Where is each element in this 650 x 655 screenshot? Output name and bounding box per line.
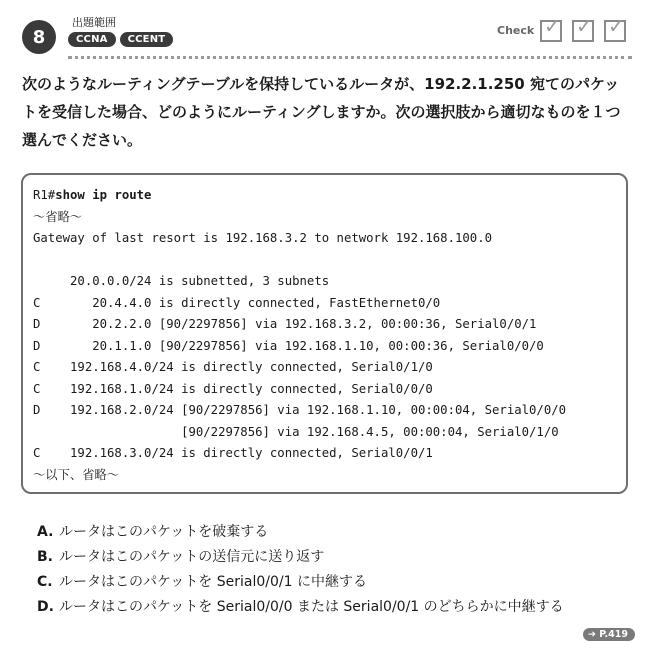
question-number-badge: 8 bbox=[22, 20, 56, 54]
code-line: D 20.2.2.0 [90/2297856] via 192.168.3.2, 00:00:36, Serial0/0/1 bbox=[33, 317, 537, 331]
checkmark-icon: ✓ bbox=[576, 14, 593, 38]
check-label: Check bbox=[497, 24, 535, 37]
choice-d[interactable] bbox=[37, 595, 637, 620]
routing-table-box bbox=[21, 173, 628, 494]
code-line: D 20.1.1.0 [90/2297856] via 192.168.1.10, 00:00:36, Serial0/0/0 bbox=[33, 338, 544, 353]
question-text: 次のようなルーティングテーブルを保持しているルータが、192.2.1.250 宛てのパケットを受信した場合、どのようにルーティングしますか。次の選択肢から適切なものを１つ選んでください。 bbox=[22, 75, 621, 149]
page-reference[interactable] bbox=[583, 628, 635, 641]
dotted-divider bbox=[68, 56, 632, 59]
choice-text: ルータはこのパケットの送信元に送り返す bbox=[59, 549, 325, 565]
code-line: Gateway of last resort is 192.168.3.2 to network 192.168.100.0 bbox=[33, 231, 493, 245]
code-line bbox=[33, 250, 626, 272]
check-box-1[interactable] bbox=[540, 14, 562, 42]
choice-letter: A. bbox=[37, 524, 54, 540]
choice-letter: C. bbox=[37, 574, 53, 590]
code-line: ～省略～ bbox=[33, 209, 83, 224]
choice-b[interactable] bbox=[37, 545, 637, 570]
badge-ccent: CCENT bbox=[120, 32, 174, 47]
page-reference-text: P.419 bbox=[599, 629, 628, 640]
choice-text: ルータはこのパケットを破棄する bbox=[59, 524, 269, 540]
choice-text: ルータはこのパケットを Serial0/0/0 または Serial0/0/1 のどちらかに中継する bbox=[59, 599, 564, 615]
prompt: R1# bbox=[33, 188, 56, 202]
arrow-right-icon: ➔ bbox=[588, 629, 596, 640]
checkmark-icon: ✓ bbox=[608, 14, 625, 38]
check-box-3[interactable] bbox=[604, 14, 626, 42]
scope-label: 出題範囲 bbox=[72, 16, 116, 29]
command: show ip route bbox=[55, 188, 152, 202]
code-line: [90/2297856] via 192.168.4.5, 00:00:04, Serial0/1/0 bbox=[33, 424, 559, 439]
answer-choices bbox=[37, 520, 637, 620]
check-box-2[interactable] bbox=[572, 14, 594, 42]
exam-badges bbox=[68, 32, 173, 47]
code-line: C 20.4.4.0 is directly connected, FastEthernet0/0 bbox=[33, 295, 441, 310]
choice-c[interactable] bbox=[37, 570, 637, 595]
choice-text: ルータはこのパケットを Serial0/0/1 に中継する bbox=[59, 574, 367, 590]
choice-a[interactable] bbox=[37, 520, 637, 545]
choice-letter: B. bbox=[37, 549, 53, 565]
code-line: 20.0.0.0/24 is subnetted, 3 subnets bbox=[33, 274, 330, 288]
code-line: ～以下、省略～ bbox=[33, 467, 120, 482]
code-line: C 192.168.1.0/24 is directly connected, Serial0/0/0 bbox=[33, 381, 433, 396]
badge-ccna: CCNA bbox=[68, 32, 116, 47]
checkmark-icon: ✓ bbox=[544, 14, 561, 38]
code-line: D 192.168.2.0/24 [90/2297856] via 192.168.1.10, 00:00:04, Serial0/0/0 bbox=[33, 403, 567, 417]
code-line: C 192.168.4.0/24 is directly connected, Serial0/1/0 bbox=[33, 360, 433, 374]
code-line: C 192.168.3.0/24 is directly connected, Serial0/0/1 bbox=[33, 446, 433, 460]
choice-letter: D. bbox=[37, 599, 54, 615]
command-line bbox=[33, 185, 626, 207]
